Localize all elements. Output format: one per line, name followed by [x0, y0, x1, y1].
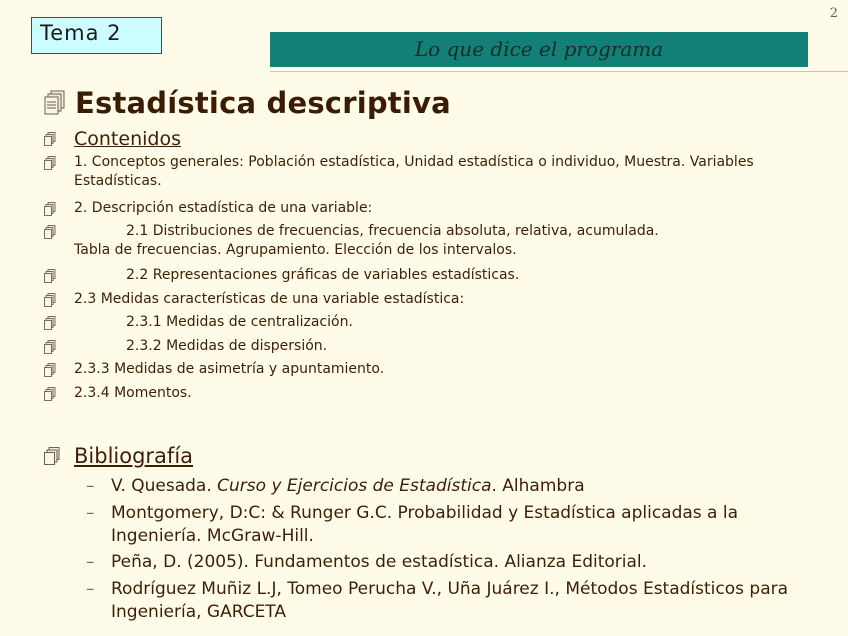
page-title: Estadística descriptiva [75, 86, 451, 120]
list-item-text: 2.3 Medidas características de una variable estadística: [74, 291, 465, 307]
dash-bullet: – [86, 579, 95, 599]
reference-text: Peña, D. (2005). Fundamentos de estadística. Alianza Editorial. [111, 552, 648, 572]
bibliografia-heading [44, 444, 193, 468]
list-item-text-rest: Tabla de frecuencias. Agrupamiento. Elección de los intervalos. [74, 242, 517, 258]
reference-item [86, 551, 806, 574]
reference-item [86, 502, 806, 548]
document-stack-icon [44, 202, 56, 216]
bibliografia-label: Bibliografía [74, 444, 194, 468]
list-item [44, 266, 846, 285]
document-stack-icon [44, 293, 56, 307]
document-stack-icon [44, 447, 60, 465]
document-stack-icon [44, 90, 66, 116]
list-item [44, 360, 794, 379]
list-item-text: 2.3.1 Medidas de centralización. [126, 314, 353, 330]
list-item [44, 222, 794, 260]
document-stack-icon [44, 387, 56, 401]
dash-bullet: – [86, 552, 95, 572]
reference-text: Montgomery, D:C: & Runger G.C. Probabilidad y Estadística aplicadas a la Ingeniería. McGraw-Hill. [111, 503, 739, 546]
reference-text: Rodríguez Muñiz L.J, Tomeo Perucha V., Uña Juárez I., Métodos Estadísticos para Ingeniería, GARCETA [111, 579, 789, 622]
list-item-text: 1. Conceptos generales: Población estadística, Unidad estadística o individuo, Muestra. Variables Estadísticas. [74, 154, 754, 189]
contenidos-heading [44, 128, 181, 150]
dash-bullet: – [86, 503, 95, 523]
list-item-text: 2.2 Representaciones gráficas de variables estadísticas. [126, 267, 520, 283]
list-item-text: 2.3.4 Momentos. [74, 385, 192, 401]
document-stack-icon [44, 269, 56, 283]
list-item [44, 337, 846, 356]
list-item-text: 2. Descripción estadística de una variable: [74, 200, 373, 216]
document-stack-icon [44, 340, 56, 354]
reference-text [111, 475, 801, 498]
document-stack-icon [44, 363, 56, 377]
list-item [44, 290, 794, 309]
title-row [44, 86, 451, 120]
page-number: 2 [829, 6, 838, 21]
list-item-text: 2.3.3 Medidas de asimetría y apuntamiento. [74, 361, 385, 377]
document-stack-icon [44, 225, 56, 239]
header-divider [270, 71, 848, 72]
contenidos-label: Contenidos [74, 128, 181, 150]
reference-publisher: . Alhambra [491, 476, 585, 496]
reference-author: V. Quesada. [111, 476, 218, 496]
dash-bullet: – [86, 476, 95, 496]
list-item-text-first: 2.1 Distribuciones de frecuencias, frecuencia absoluta, relativa, acumulada. [126, 223, 659, 239]
list-item [44, 313, 846, 332]
document-stack-icon [44, 156, 56, 170]
list-item [44, 199, 794, 218]
list-item-text [74, 222, 794, 260]
list-item-text: 2.3.2 Medidas de dispersión. [126, 338, 328, 354]
header-banner: Lo que dice el programa [270, 32, 808, 67]
document-stack-icon [44, 132, 56, 146]
reference-item [86, 578, 806, 624]
list-item [44, 153, 794, 191]
document-stack-icon [44, 316, 56, 330]
reference-title: Curso y Ejercicios de Estadística [217, 476, 492, 496]
tema-label: Tema 2 [31, 17, 162, 54]
reference-item [86, 475, 806, 498]
list-item [44, 384, 794, 403]
